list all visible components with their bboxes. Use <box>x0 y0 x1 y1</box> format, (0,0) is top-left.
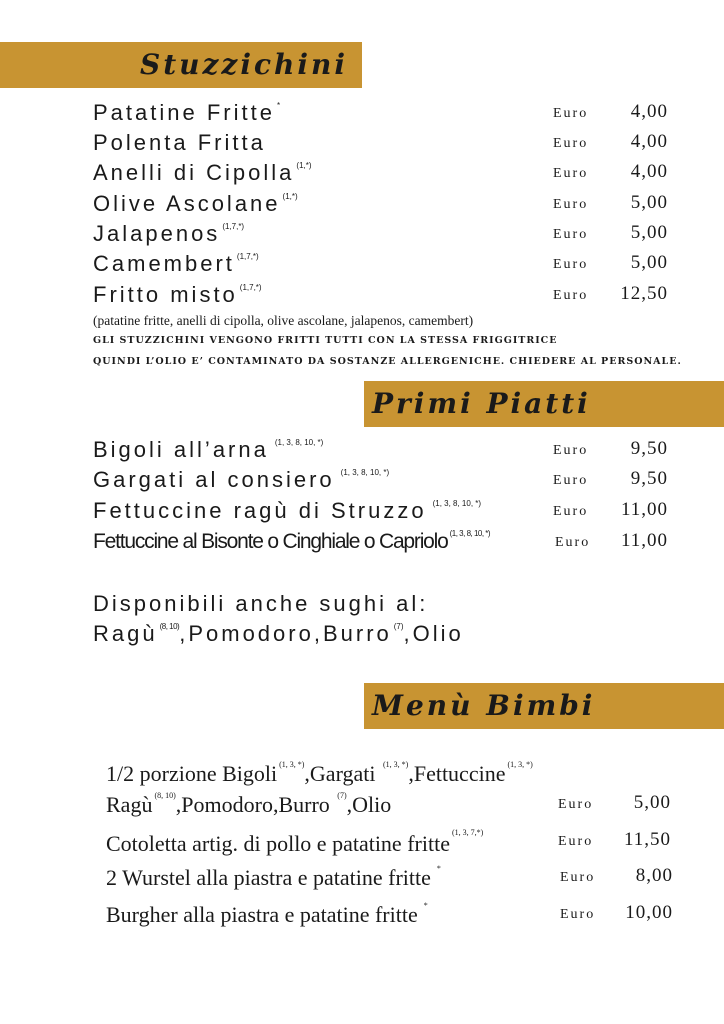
item-name: Burgher alla piastra e patatine fritte <box>106 902 418 927</box>
item-price: 4,00 <box>630 101 668 122</box>
currency-label: Euro <box>553 504 589 519</box>
sugo-pomodoro: ,Pomodoro, <box>179 621 323 646</box>
allergen-note: * <box>436 864 441 873</box>
item-price: 4,00 <box>630 161 668 182</box>
sughi-heading: Disponibili anche sughi al: <box>93 591 429 616</box>
section-title-bimbi: Menù Bimbi <box>372 689 596 722</box>
bimbi-gargati: ,Gargati <box>304 761 381 786</box>
item-name: Olive Ascolane <box>93 191 281 216</box>
section-banner-primi <box>364 381 724 427</box>
fritto-misto-note: (patatine fritte, anelli di cipolla, olive ascolane, jalapenos, camembert) <box>93 313 474 328</box>
item-name: Cotoletta artig. di pollo e patatine fritte <box>106 831 450 856</box>
menu-item <box>106 901 686 931</box>
menu-item <box>93 100 683 130</box>
item-name: Bigoli all’arna <box>93 437 269 462</box>
bimbi-fettuccine: ,Fettuccine <box>408 761 506 786</box>
currency-label: Euro <box>553 288 589 303</box>
item-name: Fritto misto <box>93 282 238 307</box>
allergen-note: (1,7,*) <box>239 283 262 292</box>
menu-item <box>93 160 683 190</box>
item-name: Polenta Fritta <box>93 130 266 155</box>
allergen-note: (1,7,*) <box>236 252 259 261</box>
bimbi-olio: ,Olio <box>346 792 392 817</box>
allergen-note: (1, 3, 8, 10, *) <box>432 499 482 508</box>
allergen-note: (8, 10) <box>159 622 180 631</box>
allergen-note: (7) <box>337 791 347 800</box>
allergen-note: (1,*) <box>296 161 312 170</box>
item-price: 9,50 <box>630 468 668 489</box>
allergen-note: * <box>276 101 281 110</box>
sugo-olio: ,Olio <box>403 621 464 646</box>
allergen-note: (1, 3, 8, 10, *) <box>340 468 390 477</box>
item-price: 5,00 <box>633 792 671 813</box>
allergen-note: (1, 3, 7,*) <box>451 828 484 837</box>
allergen-note: (1, 3, *) <box>507 760 533 769</box>
menu-item <box>93 282 683 312</box>
item-price: 5,00 <box>630 192 668 213</box>
currency-label: Euro <box>553 166 589 181</box>
bimbi-ragu: Ragù <box>106 792 153 817</box>
item-price: 11,50 <box>623 829 671 850</box>
allergen-note: (7) <box>393 622 404 631</box>
item-price: 10,00 <box>625 902 673 923</box>
section-title-primi: Primi Piatti <box>372 387 591 420</box>
menu-item <box>106 828 686 858</box>
allergen-note: (8, 10) <box>154 791 176 800</box>
menu-item <box>93 251 683 281</box>
bimbi-pasta-line-2 <box>106 791 391 818</box>
item-name: 2 Wurstel alla piastra e patatine fritte <box>106 865 431 890</box>
sughi-list <box>93 621 464 647</box>
item-price: 12,50 <box>620 283 668 304</box>
sugo-burro: Burro <box>322 621 392 646</box>
currency-label: Euro <box>558 797 594 812</box>
currency-label: Euro <box>553 106 589 121</box>
bimbi-pasta-line-1 <box>106 760 533 787</box>
allergen-note: (1, 3, 8, 10, *) <box>449 529 491 538</box>
menu-item <box>93 498 683 528</box>
currency-label: Euro <box>553 443 589 458</box>
item-name: Camembert <box>93 251 235 276</box>
item-name: Patatine Fritte <box>93 100 275 125</box>
item-price: 9,50 <box>630 438 668 459</box>
item-name: Anelli di Cipolla <box>93 160 295 185</box>
item-price: 4,00 <box>630 131 668 152</box>
currency-label: Euro <box>555 535 591 550</box>
item-price: 8,00 <box>635 865 673 886</box>
currency-label: Euro <box>553 473 589 488</box>
allergen-note: (1,7,*) <box>222 222 245 231</box>
allergen-note: (1,*) <box>282 192 298 201</box>
section-title-stuzzichini: Stuzzichini <box>140 48 348 81</box>
menu-item <box>93 191 683 221</box>
section-banner-stuzzichini <box>0 42 362 88</box>
menu-item <box>93 130 683 160</box>
currency-label: Euro <box>553 257 589 272</box>
item-name: Fettuccine ragù di Struzzo <box>93 498 427 523</box>
currency-label: Euro <box>553 136 589 151</box>
allergen-note: (1, 3, *) <box>279 760 305 769</box>
bimbi-pomodoro-burro: ,Pomodoro,Burro <box>175 792 336 817</box>
section-banner-bimbi <box>364 683 724 729</box>
currency-label: Euro <box>558 834 594 849</box>
menu-item <box>106 864 686 894</box>
allergen-note: (1, 3, 8, 10, *) <box>274 438 324 447</box>
menu-item <box>93 221 683 251</box>
menu-item <box>93 529 683 559</box>
menu-item <box>106 791 686 821</box>
item-price: 11,00 <box>620 530 668 551</box>
currency-label: Euro <box>560 870 596 885</box>
sugo-ragu: Ragù <box>93 621 158 646</box>
item-name: Jalapenos <box>93 221 221 246</box>
currency-label: Euro <box>553 227 589 242</box>
allergen-note: * <box>423 901 428 910</box>
currency-label: Euro <box>560 907 596 922</box>
item-price: 5,00 <box>630 222 668 243</box>
currency-label: Euro <box>553 197 589 212</box>
item-name: Gargati al consiero <box>93 467 335 492</box>
fryer-warning-line-1: GLI STUZZICHINI VENGONO FRITTI TUTTI CON LA STESSA FRIGGITRICE <box>93 335 558 346</box>
item-price: 5,00 <box>630 252 668 273</box>
allergen-note: (1, 3, *) <box>383 760 409 769</box>
menu-item <box>93 467 683 497</box>
item-name: Fettuccine al Bisonte o Cinghiale o Capriolo <box>93 530 448 553</box>
item-price: 11,00 <box>620 499 668 520</box>
fryer-warning-line-2: QUINDI L’OLIO E’ CONTAMINATO DA SOSTANZE ALLERGENICHE. CHIEDERE AL PERSONALE. <box>93 356 682 367</box>
menu-item <box>93 437 683 467</box>
bimbi-bigoli: 1/2 porzione Bigoli <box>106 761 278 786</box>
